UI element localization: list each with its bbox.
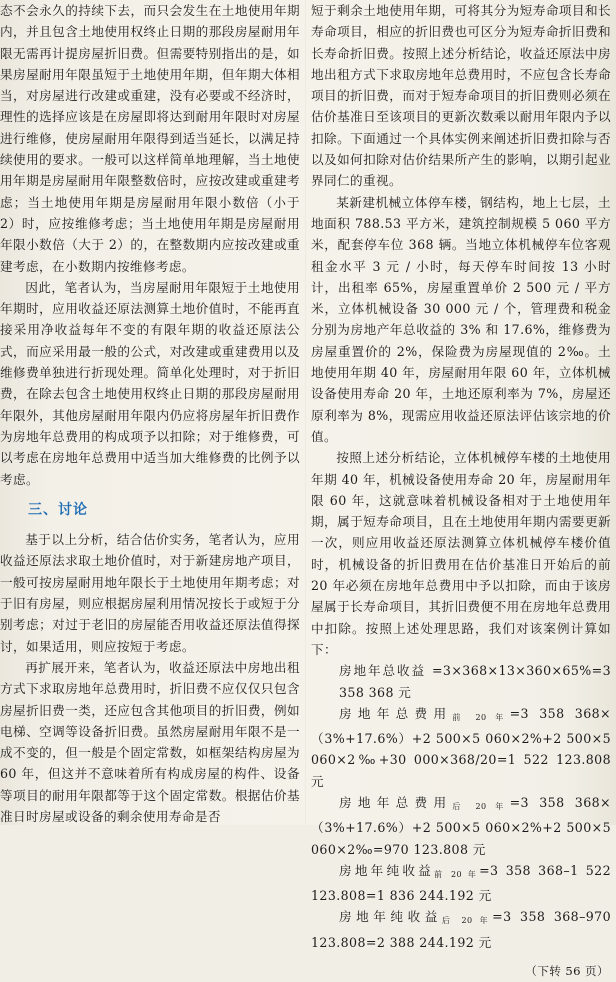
left-column bbox=[0, 0, 300, 827]
formula-total-cost-first-20 bbox=[311, 703, 611, 792]
paragraph: 因此，笔者认为，当房屋耐用年限短于土地使用年期时，应用收益还原法测算土地价值时，不能再直接采用净收益每年不变的有限年期的收益还原法公式，而应采用最一般的公式，对改建或重建费用以及维修费单独进行折现处理。简单化处理时，对于折旧费，在除去包含土地使用权终止日期的那段房屋耐用年限外，其他房屋耐用年限内仍应将房屋年折旧费作为房地年总费用的构成项予以扣除；对于维修费，可以考虑在房地年总费用中适当加大维修费的比例予以考虑。 bbox=[0, 279, 300, 487]
formula-subscript: 后 20 年 bbox=[452, 801, 510, 811]
formula-total-cost-last-20 bbox=[311, 792, 611, 860]
formula-label: 房地年纯收益 bbox=[339, 862, 435, 878]
formula-expression: =3 358 368–1 522 123.808=1 836 244.192 元 bbox=[311, 862, 612, 904]
continued-note: （下转 56 页） bbox=[525, 964, 609, 979]
formula-net-income-first-20 bbox=[311, 860, 611, 907]
column-divider bbox=[305, 0, 306, 825]
formula-net-income-last-20 bbox=[311, 906, 611, 953]
formula-subscript: 后 20 年 bbox=[441, 916, 493, 926]
formula-expression: =3 358 368–970 123.808=2 388 244.192 元 bbox=[311, 909, 611, 950]
formula-label: 房地年纯收益 bbox=[339, 909, 442, 925]
formula-subscript: 前 20 年 bbox=[452, 712, 510, 722]
formula-label: 房地年总费用 bbox=[339, 705, 453, 721]
section-heading: 三、讨论 bbox=[28, 501, 88, 518]
formula-label: 房地年总费用 bbox=[339, 794, 453, 810]
formula-subscript: 前 20 年 bbox=[434, 869, 480, 879]
right-column bbox=[311, 0, 611, 982]
paragraph: 按照上述分析结论，立体机械停车楼的土地使用年期 40 年，机械设备使用寿命 20 年，房屋耐用年限 60 年，这就意味着机械设备相对于土地使用年期，属于短寿命项目，且在土地使用年期内需要更新一次，则应用收益还原法测算立体机械停车楼价值时，机械设备的折旧费用在估价基准日开始后的前 20 年必须在房地年总费用中予以扣除，而由于该房屋属于长寿命项目，其折旧费便不用在房地年总费用中扣除。按照上述处理思路，我们对该案例计算如下： bbox=[311, 450, 611, 657]
paragraph: 短于剩余土地使用年期，可将其分为短寿命项目和长寿命项目，相应的折旧费也可区分为短寿命折旧费和长寿命折旧费。按照上述分析结论，收益还原法中房地出租方式下求取房地年总费用时，不应包含长寿命项目的折旧费，而对于短寿命项目的折旧费则必须在估价基准日至该项目的更新次数乘以耐用年限内予以扣除。下面通过一个具体实例来阐述折旧费扣除与否以及如何扣除对估价结果所产生的影响，以期引起业界同仁的重视。 bbox=[311, 3, 611, 189]
paragraph: 某新建机械立体停车楼，钢结构，地上七层，土地面积 788.53 平方米，建筑控制规模 5 060 平方米，配套停车位 368 辆。当地立体机械停车位客观租金水平 3 元 / 小时，每天停车时间按 13 小时计，出租率 65%，房屋重置单价 2 500 元 / 平方米，立体机械设备 30 000 元 / 个，管理费和税金分别为房地产年总收益的 3% 和 17.6%，维修费为房屋重置价的 2%，保险费为房屋现值的 2‰。土地使用年期 40 年，房屋耐用年限 60 年，立体机械设备使用寿命 20 年，土地还原利率为 7%，房屋还原利率为 8%，现需应用收益还原法评估该宗地的价值。 bbox=[311, 194, 611, 444]
formula-expression: =3 358 368×（3%+17.6%）+2 500×5 060×2%+2 500×5 060×2‰=970 123.808 元 bbox=[311, 794, 611, 857]
formula-annual-income: 房地年总收益 =3×368×13×360×65%=3 358 368 元 bbox=[339, 663, 611, 700]
paragraph: 态不会永久的持续下去，而只会发生在土地使用年期内，并且包含土地使用权终止日期的那段房屋耐用年限无需再计提房屋折旧费。但需要特别指出的是，如果房屋耐用年限虽短于土地使用年期，但年期大体相当，对房屋进行改建或重建，没有必要或不经济时，理性的选择应该是在房屋即将达到耐用年限时对房屋进行维修，使房屋耐用年限得到适当延长，以满足持续使用的要求。一般可以这样简单地理解，当土地使用年期是房屋耐用年限整数倍时，应按改建或重建考虑；当土地使用年期是房屋耐用年限小数倍（小于 2）时，应按维修考虑；当土地使用年期是房屋耐用年限小数倍（大于 2）的，在整数期内应按改建或重建考虑，在小数期内按维修考虑。 bbox=[0, 3, 300, 274]
paragraph: 再扩展开来，笔者认为，收益还原法中房地出租方式下求取房地年总费用时，折旧费不应仅仅只包含房屋折旧费一类，还应包含其他项目的折旧费，例如电梯、空调等设备折旧费。虽然房屋耐用年限不是一成不变的，但一般是个固定常数，如框架结构房屋为 60 年，但这并不意味着所有构成房屋的构件、设备等项目的耐用年限都等于这个固定常数。根据估价基准日时房屋或设备的剩余使用寿命是否 bbox=[0, 659, 300, 824]
formula-expression: =3 358 368×（3%+17.6%）+2 500×5 060×2%+2 500×5 060×2‰+30 000×368/20=1 522 123.808 元 bbox=[311, 705, 611, 789]
paragraph: 基于以上分析，结合估价实务，笔者认为，应用收益还原法求取土地价值时，对于新建房地产项目，一般可按房屋耐用地年限长于土地使用年期考虑；对于旧有房屋，则应根据房屋利用情况按长于或短于分别考虑；对过于老旧的房屋能否用收益还原法值得探讨，如果适用，则应按短于考虑。 bbox=[0, 532, 300, 654]
